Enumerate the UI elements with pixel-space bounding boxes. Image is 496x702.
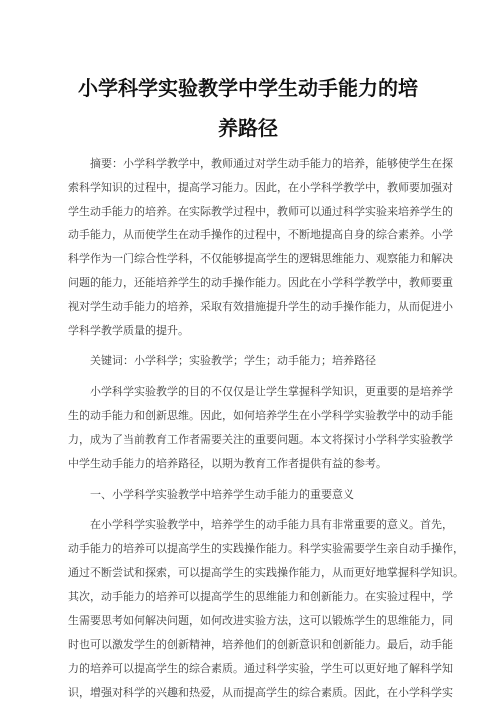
abstract-line: 索科学知识的过程中，提高学习能力。因此，在小学科学教学中，教师要加强对 (68, 181, 453, 194)
abstract-line: 视对学生动手能力的培养，采取有效措施提升学生的动手操作能力，从而促进小 (68, 300, 453, 313)
keywords-line: 关键词：小学科学；实验教学；学生；动手能力；培养路径 (90, 354, 376, 367)
intro-line: 生的动手能力和创新思维。因此，如何培养学生在小学科学实验教学中的动手能 (68, 409, 453, 422)
section-body-line: 动手能力的培养可以提高学生的实践操作能力。科学实验需要学生亲自动手操作， (68, 542, 464, 555)
abstract-line: 科学作为一门综合性学科，不仅能够提高学生的逻辑思维能力、观察能力和解决 (68, 252, 453, 265)
section-body-line: 识，增强对科学的兴趣和热爱，从而提高学生的综合素质。因此，在小学科学实 (68, 686, 453, 699)
abstract-line: 摘要：小学科学教学中，教师通过对学生动手能力的培养，能够使学生在探 (90, 157, 453, 170)
abstract-line: 动手能力，从而使学生在动手操作的过程中，不断地提高自身的综合素养。小学 (68, 228, 453, 241)
abstract-line: 学科学教学质量的提升。 (68, 324, 189, 337)
intro-line: 小学科学实验教学的目的不仅仅是让学生掌握科学知识，更重要的是培养学 (90, 385, 453, 398)
section-body-line: 生需要思考如何解决问题，如何改进实验方法，这可以锻炼学生的思维能力，同 (68, 614, 453, 627)
section-body-line: 其次，动手能力的培养可以提高学生的思维能力和创新能力。在实验过程中，学 (68, 590, 453, 603)
section-body-line: 时也可以激发学生的创新精神，培养他们的创新意识和创新能力。最后，动手能 (68, 638, 453, 651)
document-title-line-1: 小学科学实验教学中学生动手能力的培 (78, 76, 418, 100)
intro-line: 力，成为了当前教育工作者需要关注的重要问题。本文将探讨小学科学实验教学 (68, 433, 453, 446)
abstract-line: 学生动手能力的培养。在实际教学过程中，教师可以通过科学实验来培养学生的 (68, 205, 453, 218)
document-title-line-2: 养路径 (218, 116, 278, 140)
section-heading: 一、小学科学实验教学中培养学生动手能力的重要意义 (90, 488, 354, 501)
section-body-line: 力的培养可以提高学生的综合素质。通过科学实验，学生可以更好地了解科学知 (68, 662, 453, 675)
intro-line: 中学生动手能力的培养路径，以期为教育工作者提供有益的参考。 (68, 457, 387, 470)
abstract-line: 问题的能力，还能培养学生的动手操作能力。因此在小学科学教学中，教师要重 (68, 276, 453, 289)
section-body-line: 在小学科学实验教学中，培养学生的动手能力具有非常重要的意义。首先， (90, 518, 453, 531)
section-body-line: 通过不断尝试和探索，可以提高学生的实践操作能力，从而更好地掌握科学知识。 (68, 566, 464, 579)
